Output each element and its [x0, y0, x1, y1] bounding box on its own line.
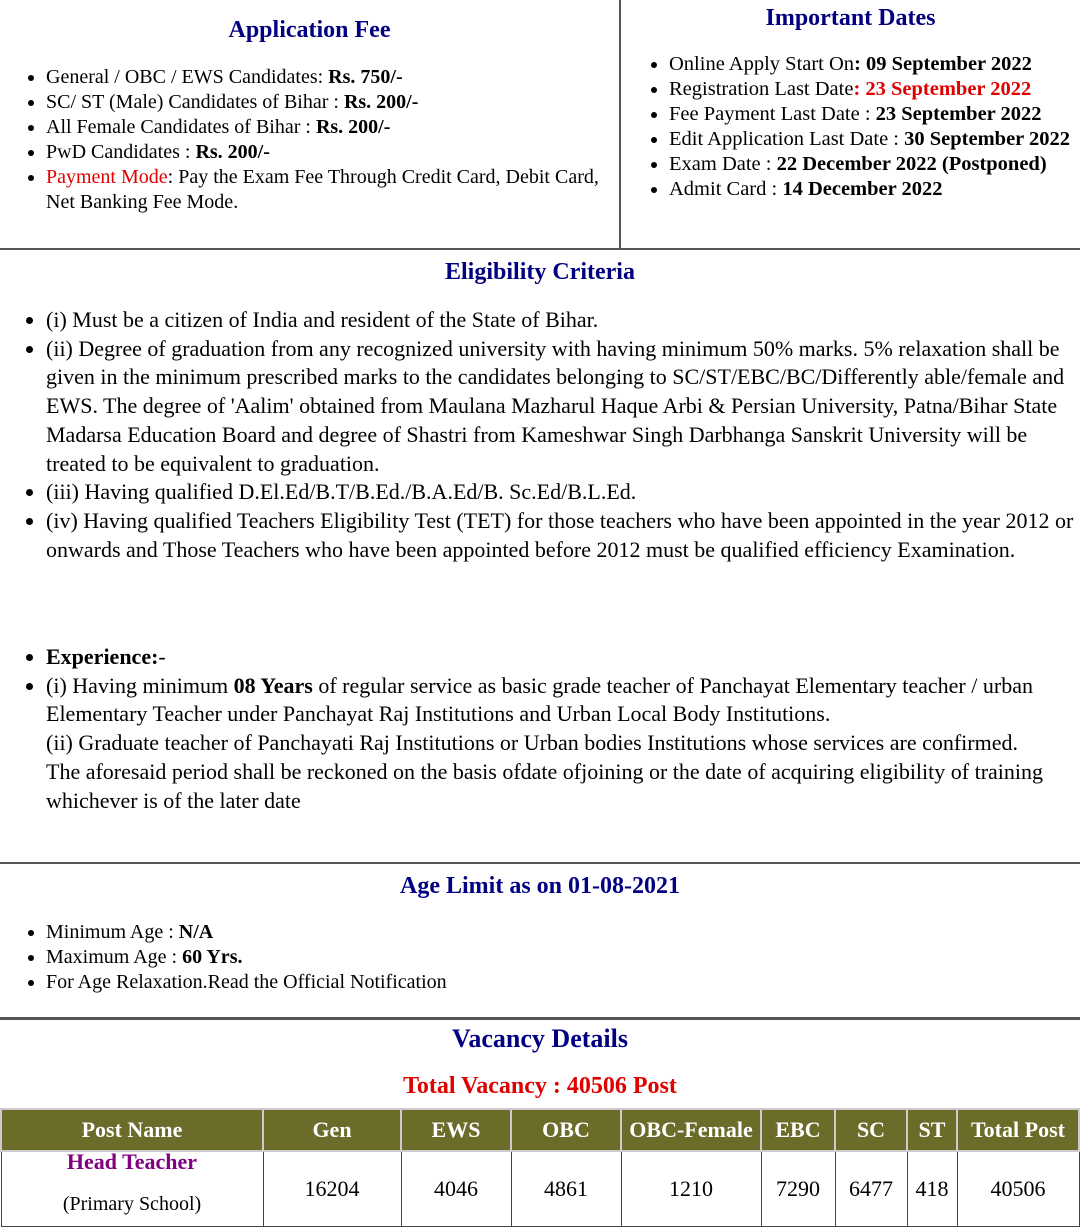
list-item — [46, 945, 447, 970]
experience-text: The aforesaid period shall be reckoned on the basis ofdate ofjoining or the date of acquiring eligibility of training whichever is of the later date — [46, 758, 1044, 813]
experience-text: of regular service as basic grade teacher of Panchayat Elementary teacher / urban Elementary Teacher under Panchayat Raj Institutions and Urban Local Body Institutions. — [46, 672, 1033, 727]
age-value: N/A — [178, 921, 214, 943]
date-value: : 23 September 2022 — [853, 78, 1032, 100]
list-item: • (ii) Degree of graduation from any recognized university with having minimum 50% marks. 5% relaxation shall be given in the minimum prescribed marks to the candidates belonging to SC/ST/EBC/BC/Differently able/female and EWS. The degree of 'Aalim' obtained from Maulana Mazharul Haque Arbi & Persian University, Patna/Bihar State Madarsa Education Board and degree of Shastri from Kameshwar Singh Darbhanga Sanskrit University will be treated to be equivalent to graduation. — [46, 335, 1076, 479]
list-item — [46, 140, 616, 165]
application-fee-section — [0, 0, 621, 248]
post-name-cell — [1, 1148, 263, 1227]
table-cell: 418 — [907, 1151, 957, 1227]
table-cell: 7290 — [761, 1151, 835, 1227]
date-value: 22 December 2022 (Postponed) — [776, 153, 1047, 175]
age-list — [0, 920, 447, 995]
list-item — [669, 77, 1080, 102]
application-fee-title: Application Fee — [228, 17, 391, 43]
fee-value: Rs. 750/- — [328, 66, 403, 88]
date-label: Registration Last Date — [669, 78, 854, 100]
date-label: Edit Application Last Date : — [669, 128, 905, 150]
table-row — [1, 1151, 1079, 1227]
fee-value: Rs. 200/- — [195, 141, 270, 163]
list-item — [669, 127, 1080, 152]
date-value: 30 September 2022 — [904, 128, 1071, 150]
column-header: OBC-Female — [621, 1109, 761, 1151]
fee-label: General / OBC / EWS Candidates: — [46, 66, 329, 88]
fee-label: PwD Candidates : — [46, 141, 196, 163]
table-cell: 4861 — [511, 1151, 621, 1227]
vacancy-title: Vacancy Details — [452, 1024, 628, 1053]
post-name: Head Teacher — [66, 1148, 198, 1174]
eligibility-list — [0, 306, 1076, 564]
fee-label: SC/ ST (Male) Candidates of Bihar : — [46, 91, 344, 113]
payment-mode-label: Payment Mode — [46, 166, 168, 188]
table-cell: 6477 — [835, 1151, 907, 1227]
fee-value: Rs. 200/- — [315, 116, 391, 138]
date-value: 23 September 2022 — [875, 103, 1042, 125]
list-item — [669, 52, 1080, 77]
date-label: Fee Payment Last Date : — [669, 103, 876, 125]
list-item: • (iii) Having qualified D.El.Ed/B.T/B.Ed./B.A.Ed/B. Sc.Ed/B.L.Ed. — [46, 478, 1076, 507]
experience-title: Experience: — [46, 644, 159, 669]
list-item — [669, 177, 1080, 202]
table-cell: 16204 — [263, 1151, 401, 1227]
fee-list — [0, 65, 616, 215]
list-item: • For Age Relaxation.Read the Official Notification — [46, 970, 447, 995]
age-limit-section — [0, 864, 1080, 1020]
column-header: EWS — [401, 1109, 511, 1151]
list-item — [46, 90, 616, 115]
column-header: SC — [835, 1109, 907, 1151]
column-header: EBC — [761, 1109, 835, 1151]
vacancy-table — [0, 1108, 1080, 1227]
date-label: Online Apply Start On — [669, 53, 855, 75]
list-item — [46, 672, 1076, 816]
age-limit-title: Age Limit as on 01-08-2021 — [400, 873, 680, 899]
list-item: • (iv) Having qualified Teachers Eligibility Test (TET) for those teachers who have been appointed in the year 2012 or onwards and Those Teachers who have been appointed before 2012 must be qualified efficiency Examination. — [46, 507, 1076, 564]
important-dates-section — [621, 0, 1080, 248]
table-cell: 4046 — [401, 1151, 511, 1227]
list-item — [46, 165, 616, 215]
important-dates-title: Important Dates — [765, 5, 936, 31]
age-value: 60 Yrs. — [182, 946, 243, 968]
vacancy-section — [0, 1020, 1080, 1219]
list-item — [46, 643, 1076, 672]
table-cell: 1210 — [621, 1151, 761, 1227]
column-header: Total Post — [957, 1109, 1079, 1151]
date-value: 14 December 2022 — [782, 178, 943, 200]
eligibility-section — [0, 250, 1080, 864]
experience-suffix: - — [158, 644, 166, 669]
experience-text: (i) Having minimum — [46, 672, 234, 698]
column-header: ST — [907, 1109, 957, 1151]
list-item — [669, 102, 1080, 127]
post-subtitle: (Primary School) — [62, 1192, 202, 1215]
date-label: Admit Card : — [669, 178, 783, 200]
table-cell: 40506 — [957, 1151, 1079, 1227]
list-item — [46, 115, 616, 140]
list-item: • (i) Must be a citizen of India and resident of the State of Bihar. — [46, 306, 1076, 335]
list-item — [46, 920, 447, 945]
list-item — [669, 152, 1080, 177]
dates-list — [621, 52, 1080, 202]
date-value: : 09 September 2022 — [854, 53, 1032, 75]
payment-mode-text: : Pay the Exam Fee Through Credit Card, Debit Card, Net Banking Fee Mode. — [46, 166, 599, 213]
age-label: Maximum Age : — [46, 946, 183, 968]
eligibility-title: Eligibility Criteria — [445, 259, 635, 285]
column-header: Post Name — [1, 1109, 263, 1151]
fee-value: Rs. 200/- — [343, 91, 419, 113]
list-item — [46, 65, 616, 90]
date-label: Exam Date : — [669, 153, 777, 175]
column-header: Gen — [263, 1109, 401, 1151]
table-header-row — [1, 1109, 1079, 1151]
experience-text: (ii) Graduate teacher of Panchayati Raj Institutions or Urban bodies Institutions whose services are confirmed. — [46, 730, 1018, 756]
fee-label: All Female Candidates of Bihar : — [46, 116, 316, 138]
experience-years: 08 Years — [233, 672, 313, 698]
column-header: OBC — [511, 1109, 621, 1151]
age-label: Minimum Age : — [46, 921, 179, 943]
experience-list — [0, 643, 1076, 815]
total-vacancy: Total Vacancy : 40506 Post — [403, 1073, 677, 1099]
top-row — [0, 0, 1080, 250]
